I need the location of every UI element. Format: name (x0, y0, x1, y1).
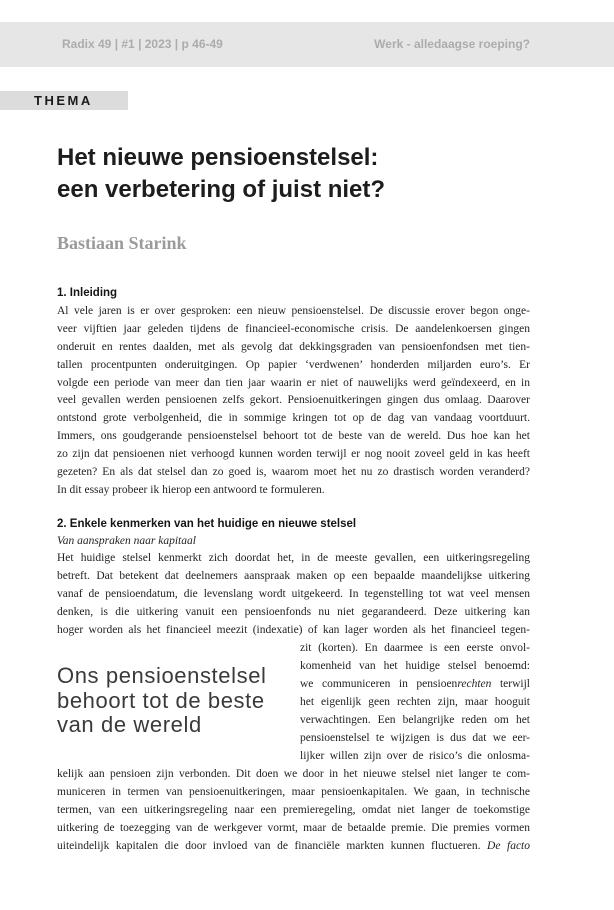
body-text-line (57, 837, 530, 855)
emphasized-text: De facto (487, 840, 531, 852)
body-text-line: Immers, ons goudgerande pensioenstelsel behoort tot de beste van de wereld. Dus hoe kan het (57, 430, 530, 443)
body-text-line: komenheid van het huidige stelsel benoemd: (300, 660, 530, 672)
body-text-line: pensioenstelsel te wijzigen is dus dat we eer- (300, 732, 530, 744)
body-text-line: zo zijn dat pensioenen niet verhoogd kunnen worden terwijl er nog nooit zoveel geld in kas heeft (57, 448, 530, 461)
body-text-line: hoger worden als het financieel meezit (indexatie) of kan lager worden als het financieel tegen- (57, 624, 530, 636)
body-text-line: municeren in termen van pensioenuitkeringen, maar pensioenkapitalen. We gaan, in technische (57, 786, 530, 798)
body-text-line: verwachtingen. Een belangrijke reden om het (300, 714, 530, 726)
body-text-line: veel gevallen werden pensioenen zelfs gekort. Pensioenuitkeringen gingen dus omlaag. Daarover (57, 394, 530, 407)
body-text-line: betreft. Dat betekent dat deelnemers aanspraak maken op een bepaalde maandelijkse uitkering (57, 570, 530, 582)
body-text-line: gezeten? En als dat stelsel dan zo goed is, waarom moet het nu zo drastisch worden veranderd? (57, 466, 530, 479)
article-title-line: Het nieuwe pensioenstelsel: (57, 144, 379, 171)
body-text-line: termen, van een uitkeringsregeling naar een premieregeling, omdat niet langer de toekomstige (57, 804, 530, 816)
pull-quote-line: Ons pensioenstelsel (57, 663, 267, 688)
issue-info: Radix 49 | #1 | 2023 | p 46-49 (62, 37, 223, 51)
article-author: Bastiaan Starink (57, 233, 187, 253)
body-text-line: denken, is die uitkering vanuit een pensioenfonds nu niet gegarandeerd. Deze uitkering kan (57, 606, 530, 618)
body-text-line: volgde een periode van meer dan tien jaar waarin er niet of nauwelijks werd geïndexeerd, en in (57, 376, 530, 389)
body-text-line: ontstond grote verbolgenheid, die in sommige kringen tot op de dag van vandaag voortduurt. (57, 412, 530, 425)
body-text-segment: we communiceren in pensioen (300, 678, 458, 690)
body-text-line: zit (korten). En daarmee is een eerste onvol- (300, 642, 530, 654)
body-text-segment: terwijl (491, 678, 530, 690)
body-text-line: In dit essay probeer ik hierop een antwoord te formuleren. (57, 483, 325, 496)
pull-quote (57, 664, 267, 738)
emphasized-text: rechten (457, 678, 492, 690)
body-text-line: het eigenlijk geen rechten zijn, maar hooguit (300, 696, 530, 708)
body-text-segment: uiteindelijk kapitalen die door invloed van de financiële markten kunnen fluctueren. (57, 840, 488, 852)
section-subheading: Van aanspraken naar kapitaal (57, 535, 196, 547)
body-text-line: Het huidige stelsel kenmerkt zich doordat het, in de meeste gevallen, een uitkeringsregeling (57, 552, 530, 564)
article-title (57, 142, 385, 206)
article-title-line: een verbetering of juist niet? (57, 176, 386, 203)
section-label-text: THEMA (34, 93, 93, 108)
body-text-line: lijker willen zijn over de risico’s die onlosma- (300, 750, 530, 762)
pull-quote-line: behoort tot de beste (57, 687, 265, 713)
body-text-line (300, 675, 530, 693)
body-text-line: veer vijftien jaar geleden tijdens de financieel-economische crisis. De aandelenkoersen gingen (57, 322, 530, 335)
body-text-line: vanaf de pensioendatum, die levenslang wordt uitgekeerd. In tegenstelling tot wat veel mensen (57, 588, 530, 600)
section-label (0, 91, 128, 110)
pull-quote-line: van de wereld (57, 712, 202, 737)
body-text-line: onderuit en rentes daalden, met als gevolg dat dekkingsgraden van pensioenfondsen met tien- (57, 340, 530, 353)
body-text-line: uitkering de toezegging van de werkgever vormt, maar de betaalde premie. Die premies vormen (57, 822, 530, 834)
running-header (0, 22, 614, 67)
paragraph (57, 303, 530, 500)
body-text-line: tallen procentpunten onderuitgingen. Op papier ‘verdwenen’ honderden miljarden euro’s. Er (57, 358, 530, 371)
body-text-line: Al vele jaren is er over gesproken: een nieuw pensioenstelsel. De discussie erover begon onge- (57, 305, 530, 317)
section-heading: 1. Inleiding (57, 287, 118, 299)
issue-theme: Werk - alledaagse roeping? (374, 37, 530, 51)
body-text-line: kelijk aan pensioen zijn verbonden. Dit doen we door in het nieuwe stelsel niet langer te com- (57, 768, 530, 780)
section-heading: 2. Enkele kenmerken van het huidige en nieuwe stelsel (57, 518, 357, 530)
